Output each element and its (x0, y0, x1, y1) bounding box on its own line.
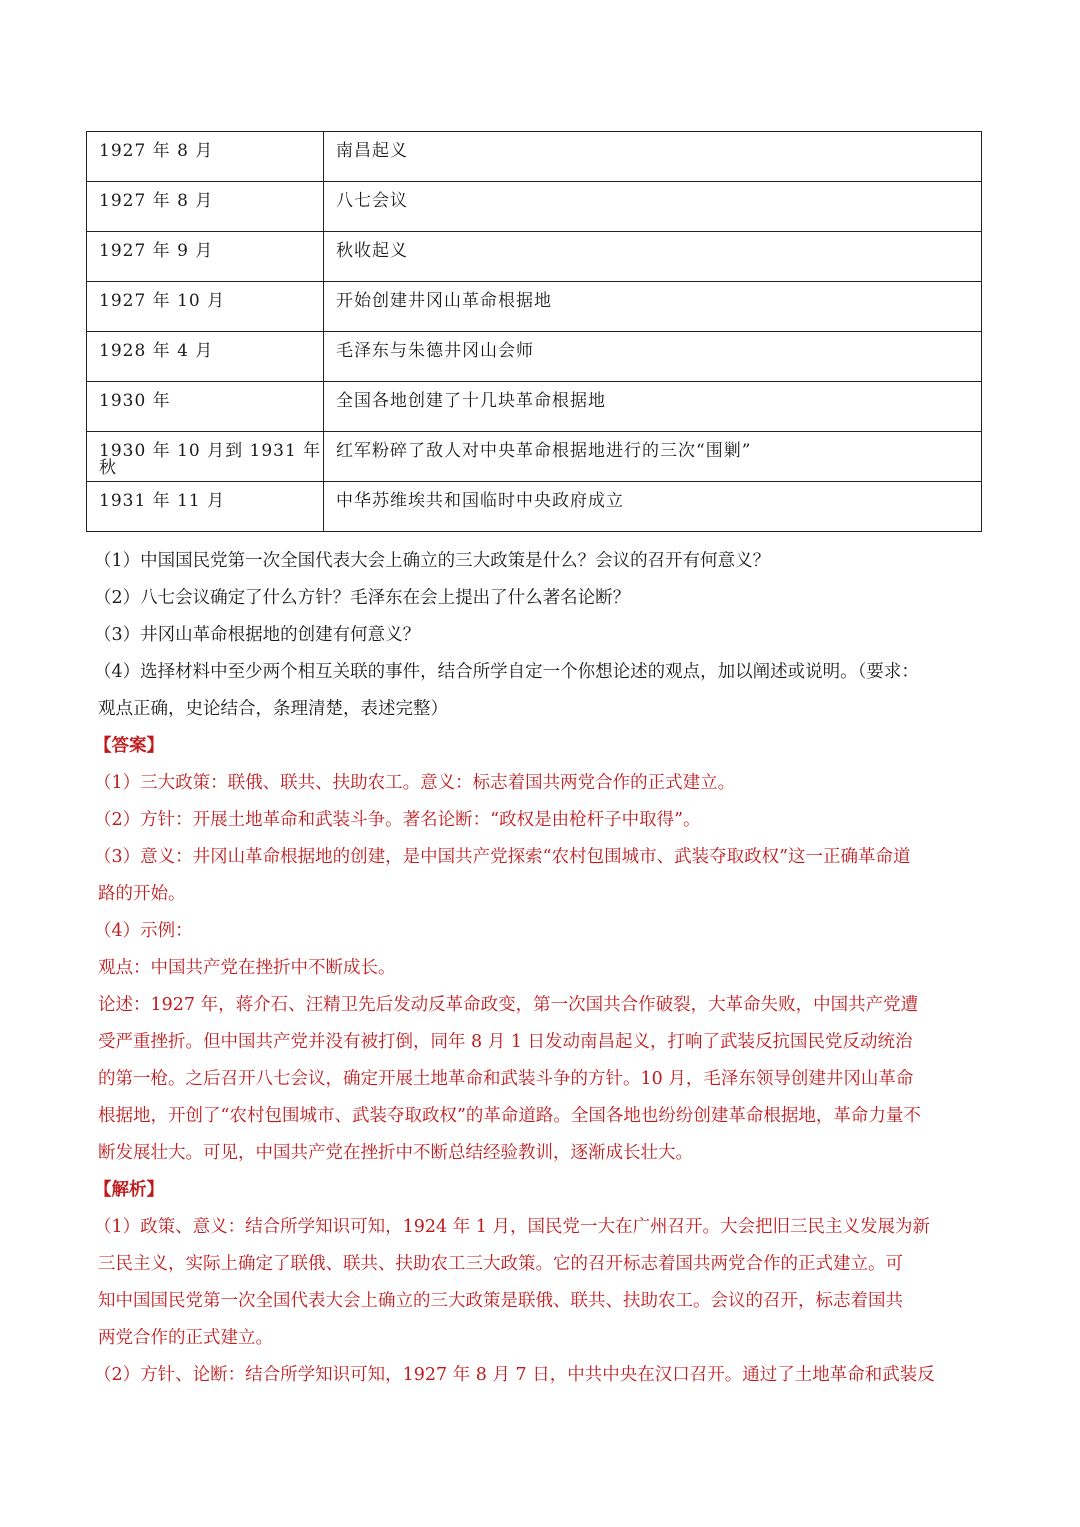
date-cell: 1928 年 4 月 (87, 332, 324, 382)
event-cell: 毛泽东与朱德井冈山会师 (324, 332, 982, 382)
analysis-line: 知中国国民党第一次全国代表大会上确立的三大政策是联俄、联共、扶助农工。会议的召开，标志着国共 (98, 1291, 903, 1311)
event-cell: 全国各地创建了十几块革命根据地 (324, 382, 982, 432)
question-2: （2）八七会议确定了什么方针？毛泽东在会上提出了什么著名论断？ (94, 588, 631, 608)
analysis-line: （1）政策、意义：结合所学知识可知，1924 年 1 月，国民党一大在广州召开。大会把旧三民主义发展为新 (94, 1217, 930, 1237)
answer-argument-line: 论述：1927 年，蒋介石、汪精卫先后发动反革命政变，第一次国共合作破裂，大革命失败，中国共产党遭 (98, 995, 919, 1015)
event-cell: 八七会议 (324, 182, 982, 232)
answer-1: （1）三大政策：联俄、联共、扶助农工。意义：标志着国共两党合作的正式建立。 (94, 773, 736, 793)
date-cell: 1930 年 10 月到 1931 年秋 (87, 432, 324, 482)
question-3: （3）井冈山革命根据地的创建有何意义？ (94, 625, 421, 645)
date-cell: 1927 年 9 月 (87, 232, 324, 282)
date-cell: 1927 年 8 月 (87, 132, 324, 182)
answer-viewpoint: 观点：中国共产党在挫折中不断成长。 (98, 958, 396, 978)
date-cell: 1927 年 10 月 (87, 282, 324, 332)
question-4-line-1: （4）选择材料中至少两个相互关联的事件，结合所学自定一个你想论述的观点，加以阐述或说明。（要求： (94, 662, 919, 682)
answer-3-line-2: 路的开始。 (98, 884, 186, 904)
answer-argument-line: 受严重挫折。但中国共产党并没有被打倒，同年 8 月 1 日发动南昌起义，打响了武装反抗国民党反动统治 (98, 1032, 913, 1052)
table-row (87, 432, 982, 482)
analysis-line: 两党合作的正式建立。 (98, 1328, 273, 1348)
date-cell: 1931 年 11 月 (87, 482, 324, 532)
date-cell: 1927 年 8 月 (87, 182, 324, 232)
event-cell: 红军粉碎了敌人对中央革命根据地进行的三次“围剿” (324, 432, 982, 482)
analysis-line: 三民主义，实际上确定了联俄、联共、扶助农工三大政策。它的召开标志着国共两党合作的正式建立。可 (98, 1254, 903, 1274)
question-answer-section (94, 543, 982, 1394)
event-cell: 南昌起义 (324, 132, 982, 182)
table-row (87, 332, 982, 382)
table-row (87, 232, 982, 282)
answer-3-line-1: （3）意义：井冈山革命根据地的创建，是中国共产党探索“农村包围城市、武装夺取政权”这一正确革命道 (94, 847, 911, 867)
question-1: （1）中国国民党第一次全国代表大会上确立的三大政策是什么？会议的召开有何意义？ (94, 551, 771, 571)
answer-argument-line: 根据地，开创了“农村包围城市、武装夺取政权”的革命道路。全国各地也纷纷创建革命根据地，革命力量不 (98, 1106, 921, 1126)
table-row (87, 182, 982, 232)
table-row (87, 382, 982, 432)
answer-4-label: （4）示例： (94, 921, 193, 941)
analysis-line: （2）方针、论断：结合所学知识可知，1927 年 8 月 7 日，中共中央在汉口召开。通过了土地革命和武装反 (94, 1365, 935, 1385)
event-cell: 中华苏维埃共和国临时中央政府成立 (324, 482, 982, 532)
analysis-heading: 【解析】 (94, 1180, 164, 1200)
table-row (87, 282, 982, 332)
answer-argument-line: 的第一枪。之后召开八七会议，确定开展土地革命和武装斗争的方针。10 月，毛泽东领导创建井冈山革命 (98, 1069, 914, 1089)
table-row (87, 482, 982, 532)
answer-2: （2）方针：开展土地革命和武装斗争。著名论断：“政权是由枪杆子中取得”。 (94, 810, 701, 830)
answer-heading: 【答案】 (94, 736, 164, 756)
question-4-line-2: 观点正确，史论结合，条理清楚，表述完整） (98, 699, 448, 719)
timeline-table (86, 131, 982, 532)
answer-argument-line: 断发展壮大。可见，中国共产党在挫折中不断总结经验教训，逐渐成长壮大。 (98, 1143, 693, 1163)
table-row (87, 132, 982, 182)
date-cell: 1930 年 (87, 382, 324, 432)
event-cell: 秋收起义 (324, 232, 982, 282)
event-cell: 开始创建井冈山革命根据地 (324, 282, 982, 332)
